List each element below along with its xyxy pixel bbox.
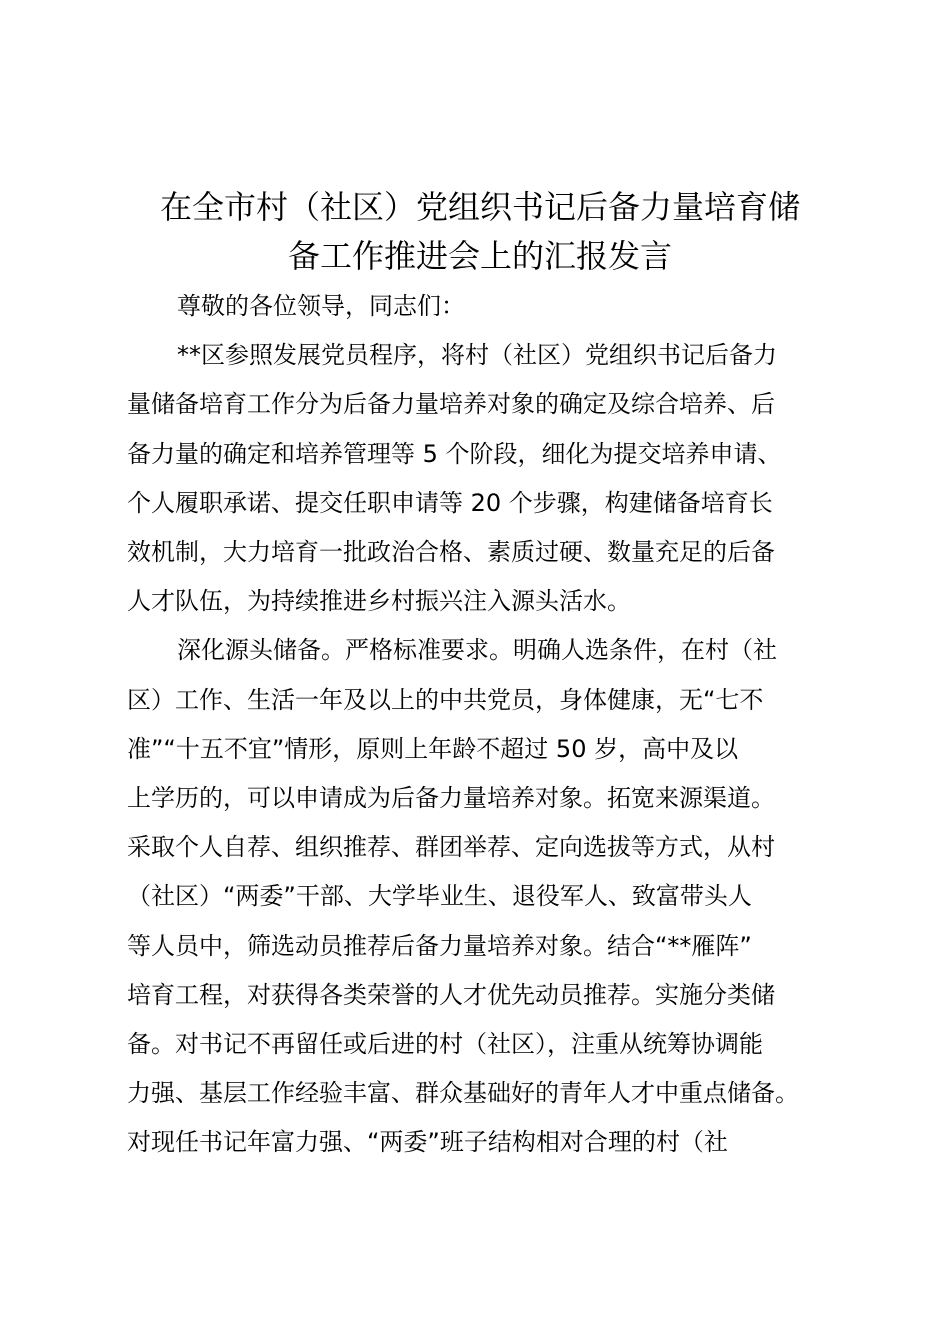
document-body <box>127 282 847 1168</box>
intro-paragraph <box>127 331 847 626</box>
paragraph-line: 备力量的确定和培养管理等 5 个阶段，细化为提交培养申请、 <box>127 439 782 468</box>
paragraph-line: 采取个人自荐、组织推荐、群团举荐、定向选拔等方式，从村 <box>127 833 775 862</box>
paragraph-line: 准”“十五不宜”情形，原则上年龄不超过 50 岁，高中及以 <box>127 734 739 763</box>
paragraph-line: 上学历的，可以申请成为后备力量培养对象。拓宽来源渠道。 <box>127 784 775 813</box>
greeting-line: 尊敬的各位领导，同志们： <box>177 292 465 320</box>
paragraph-line: 等人员中，筛选动员推荐后备力量培养对象。结合“**雁阵” <box>127 931 752 960</box>
title-line-2: 备工作推进会上的汇报发言 <box>287 237 672 275</box>
source-reserve-paragraph <box>127 626 847 1167</box>
paragraph-line: （社区）“两委”干部、大学毕业生、退役军人、致富带头人 <box>127 882 752 911</box>
paragraph-line: 力强、基层工作经验丰富、群众基础好的青年人才中重点储备。 <box>127 1079 799 1108</box>
paragraph-line: 培育工程，对获得各类荣誉的人才优先动员推荐。实施分类储 <box>127 980 775 1009</box>
paragraph-line: 人才队伍，为持续推进乡村振兴注入源头活水。 <box>127 587 631 616</box>
paragraph-line: 区）工作、生活一年及以上的中共党员，身体健康，无“七不 <box>127 685 764 714</box>
paragraph-line: 对现任书记年富力强、“两委”班子结构相对合理的村（社 <box>127 1128 728 1157</box>
paragraph-line: 个人履职承诺、提交任职申请等 20 个步骤，构建储备培育长 <box>127 488 773 517</box>
greeting-paragraph <box>127 282 847 331</box>
paragraph-line: **区参照发展党员程序，将村（社区）党组织书记后备力 <box>177 341 777 370</box>
paragraph-line: 备。对书记不再留任或后进的村（社区），注重从统筹协调能 <box>127 1030 763 1059</box>
paragraph-line: 量储备培育工作分为后备力量培养对象的确定及综合培养、后 <box>127 390 775 419</box>
title-line-1: 在全市村（社区）党组织书记后备力量培育储 <box>159 188 800 226</box>
document-title <box>110 183 850 281</box>
paragraph-line: 深化源头储备。严格标准要求。明确人选条件，在村（社 <box>177 636 777 665</box>
paragraph-line: 效机制，大力培育一批政治合格、素质过硬、数量充足的后备 <box>127 538 775 567</box>
